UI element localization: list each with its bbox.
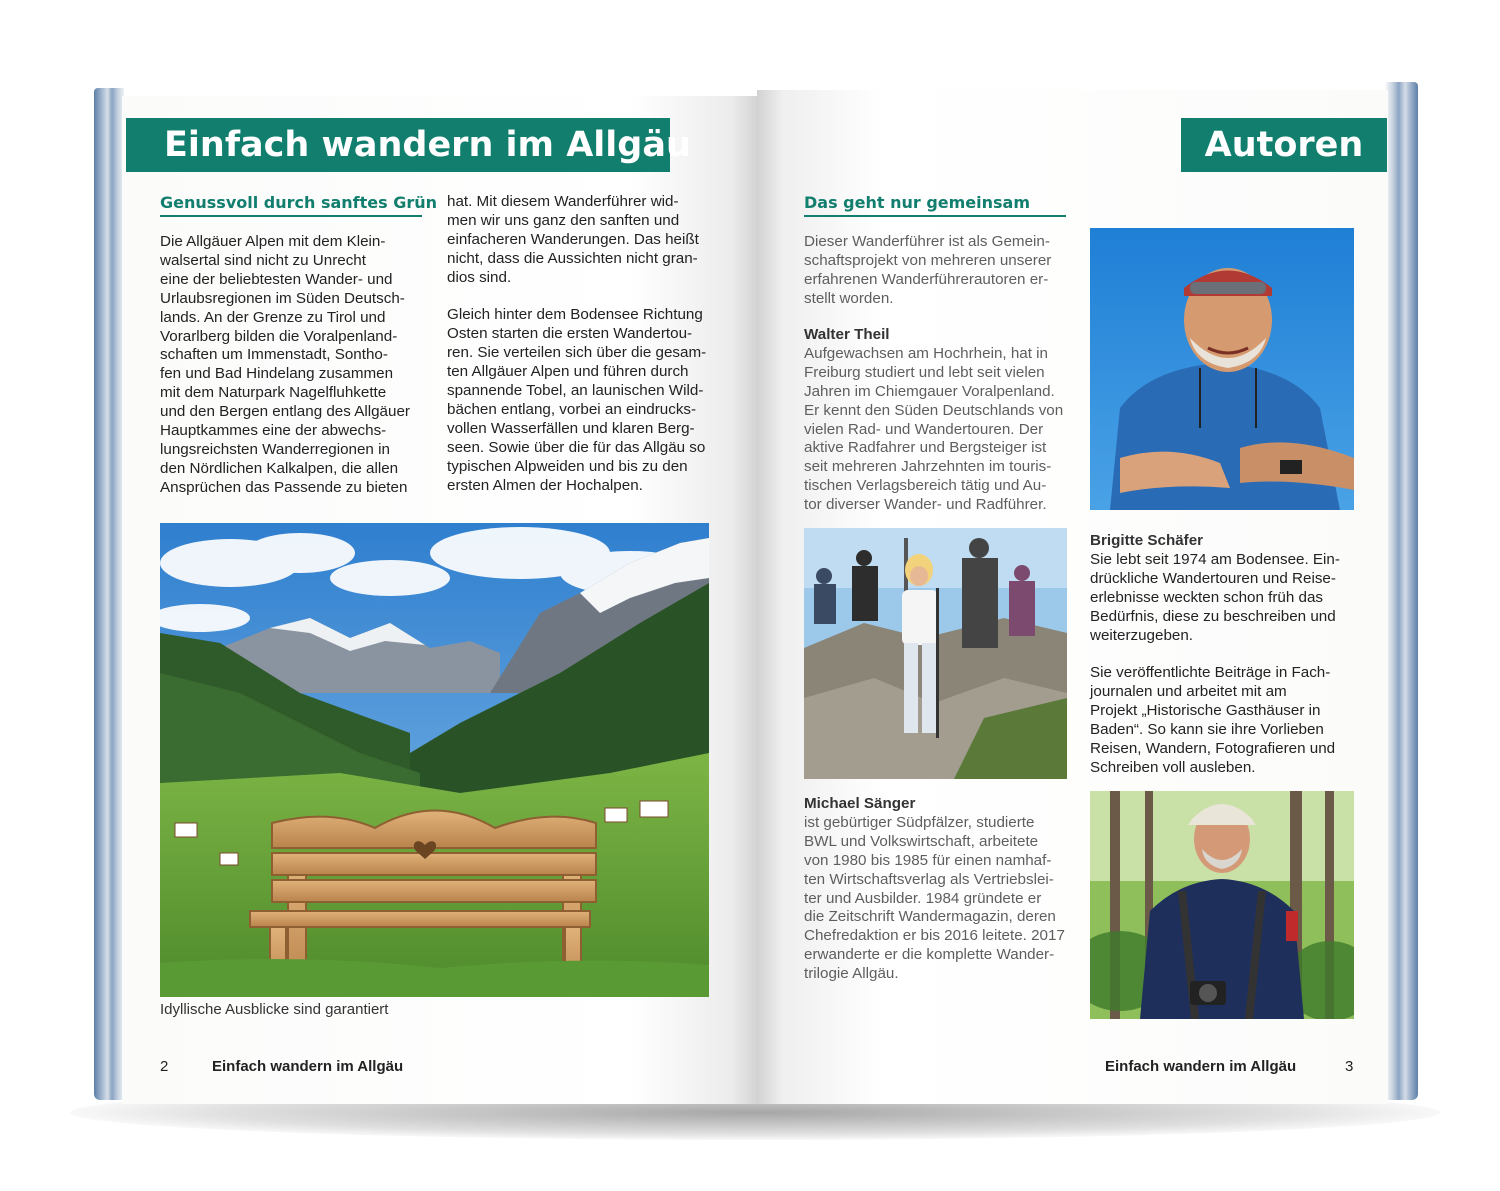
author-name: Walter Theil	[804, 326, 890, 343]
right-footer-title: Einfach wandern im Allgäu	[1105, 1058, 1297, 1075]
text-line: vielen Rad- und Wandertouren. Der	[804, 420, 1044, 438]
text-line: Sie veröffentlichte Beiträge in Fach-	[1090, 664, 1331, 682]
left-page-number: 2	[160, 1058, 169, 1075]
portrait-michael-photo	[1090, 791, 1354, 1019]
text-line: BWL und Volkswirtschaft, arbeitete	[804, 832, 1039, 850]
text-line: vollen Wasserfällen und klaren Berg-	[447, 419, 695, 437]
text-line: Sie lebt seit 1974 am Bodensee. Ein-	[1090, 550, 1340, 568]
group-illustration	[804, 528, 1067, 779]
text-line: bächen entlang, vorbei an eindrucks-	[447, 400, 697, 418]
portrait-walter-photo	[1090, 228, 1354, 510]
text-line: ren. Sie verteilen sich über die gesam-	[447, 344, 707, 362]
text-line: Er kennt den Süden Deutschlands von	[804, 401, 1064, 419]
text-line: schaftsprojekt von mehreren unserer	[804, 251, 1052, 269]
text-line: schaften um Immenstadt, Sontho-	[160, 346, 388, 364]
paragraph-gap	[1090, 645, 1354, 664]
text-line: men wir uns ganz den sanften und	[447, 211, 680, 229]
text-line: dios sind.	[447, 268, 512, 286]
right-page	[757, 90, 1388, 1104]
text-line: von 1980 bis 1985 für einen namhaf-	[804, 851, 1052, 869]
landscape-illustration	[160, 523, 709, 997]
text-line: fen und Bad Hindelang zusammen	[160, 365, 394, 383]
text-line: Dieser Wanderführer ist als Gemein-	[804, 233, 1050, 250]
text-line: trilogie Allgäu.	[804, 965, 899, 983]
left-footer-title: Einfach wandern im Allgäu	[212, 1058, 404, 1075]
text-line: erlebnisse weckten schon früh das	[1090, 588, 1324, 606]
text-line: Vorarlberg bilden die Voralpenland-	[160, 327, 398, 345]
text-line: ten Wirtschaftsverlag als Vertriebslei-	[804, 870, 1054, 888]
text-line: weiterzugeben.	[1090, 626, 1194, 644]
text-line: Projekt „Historische Gasthäuser in	[1090, 702, 1321, 720]
left-page	[122, 96, 757, 1104]
text-line: ter und Ausbilder. 1984 gründete er	[804, 889, 1042, 907]
authors-intro-text	[804, 233, 1066, 309]
text-line: Osten starten die ersten Wandertou-	[447, 325, 693, 343]
group-summit-photo	[804, 528, 1067, 779]
text-line: Aufgewachsen am Hochrhein, hat in	[804, 344, 1048, 362]
text-line: mit dem Naturpark Nagelfluhkette	[160, 384, 387, 402]
text-line: hat. Mit diesem Wanderführer wid-	[447, 193, 679, 210]
text-line: tischen Verlagsbereich tätig und Au-	[804, 477, 1047, 495]
text-line: Chefredaktion er bis 2016 leitete. 2017	[804, 927, 1065, 945]
text-line: einfacheren Wanderungen. Das heißt	[447, 230, 699, 248]
text-line: nicht, dass die Aussichten nicht gran-	[447, 249, 698, 267]
text-line: stellt worden.	[804, 289, 894, 307]
text-line: Urlaubsregionen im Süden Deutsch-	[160, 289, 405, 307]
text-line: seen. Sowie über die für das Allgäu so	[447, 438, 706, 456]
text-line: und den Bergen entlang des Allgäuer	[160, 403, 410, 421]
paragraph-gap	[447, 288, 709, 307]
text-line: erwanderte er die komplette Wander-	[804, 946, 1055, 964]
text-line: Bedürfnis, diese zu beschreiben und	[1090, 607, 1336, 625]
text-line: den Nördlichen Kalkalpen, die allen	[160, 459, 399, 477]
text-line: aktive Radfahrer und Bergsteiger ist	[804, 439, 1047, 457]
book-edge-right	[1386, 82, 1418, 1100]
text-line: spannende Tobel, an launischen Wild-	[447, 382, 704, 400]
text-line: drückliche Wandertouren und Reise-	[1090, 569, 1336, 587]
text-line: Die Allgäuer Alpen mit dem Klein-	[160, 233, 386, 250]
text-line: walsertal sind nicht zu Unrecht	[160, 251, 366, 269]
text-line: Ansprüchen das Passende zu bieten	[160, 478, 408, 496]
left-banner-title: Einfach wandern im Allgäu	[126, 118, 670, 172]
text-line: ist gebürtiger Südpfälzer, studierte	[804, 813, 1035, 831]
left-running-footer	[212, 1058, 403, 1075]
photo-caption: Idyllische Ausblicke sind garantiert	[160, 1001, 389, 1018]
left-column-2-text	[447, 193, 709, 495]
book-edge-left	[94, 88, 124, 1100]
text-line: journalen und arbeitet mit am	[1090, 683, 1287, 701]
text-line: lands. An der Grenze zu Tirol und	[160, 308, 386, 326]
author-michael-saenger-bio	[804, 795, 1066, 984]
right-section-heading: Das geht nur gemeinsam	[804, 193, 1066, 217]
right-page-number: 3	[1345, 1058, 1354, 1075]
text-line: Freiburg studiert und lebt seit vielen	[804, 363, 1045, 381]
text-line: seit mehreren Jahrzehnten im touris-	[804, 458, 1052, 476]
left-section-heading: Genussvoll durch sanftes Grün	[160, 193, 422, 217]
text-line: ersten Almen der Hochalpen.	[447, 476, 643, 494]
left-column-1-text	[160, 233, 422, 498]
portrait-illustration-1	[1090, 228, 1354, 510]
landscape-bench-photo	[160, 523, 709, 997]
text-line: ten Allgäuer Alpen und führen durch	[447, 363, 689, 381]
text-line: tor diverser Wander- und Radführer.	[804, 496, 1047, 514]
right-running-footer	[1105, 1058, 1296, 1075]
author-walter-theil-bio	[804, 326, 1066, 515]
text-line: eine der beliebtesten Wander- und	[160, 270, 393, 288]
text-line: typischen Alpweiden und bis zu den	[447, 457, 688, 475]
author-name: Brigitte Schäfer	[1090, 532, 1204, 549]
author-brigitte-schaefer-bio	[1090, 532, 1354, 778]
text-line: Hauptkammes eine der abwechs-	[160, 422, 387, 440]
right-banner-title: Autoren	[1181, 118, 1387, 172]
text-line: die Zeitschrift Wandermagazin, deren	[804, 908, 1056, 926]
text-line: Baden“. So kann sie ihre Vorlieben	[1090, 721, 1324, 739]
text-line: erfahrenen Wanderführerautoren er-	[804, 270, 1049, 288]
text-line: Schreiben voll ausleben.	[1090, 758, 1256, 776]
author-name: Michael Sänger	[804, 795, 916, 812]
portrait-illustration-2	[1090, 791, 1354, 1019]
text-line: Jahren im Chiemgauer Voralpenland.	[804, 382, 1055, 400]
text-line: lungsreichsten Wanderregionen in	[160, 440, 390, 458]
text-line: Gleich hinter dem Bodensee Richtung	[447, 306, 703, 324]
text-line: Reisen, Wandern, Fotografieren und	[1090, 739, 1336, 757]
